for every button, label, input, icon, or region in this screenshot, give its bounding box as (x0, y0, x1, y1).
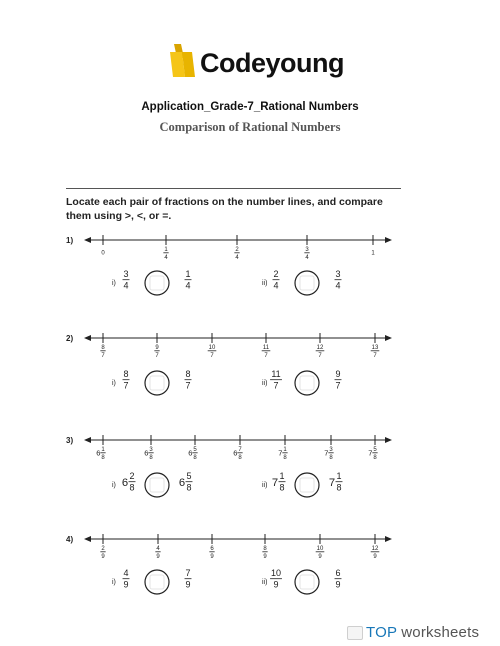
fraction-a-numerator: 2 (273, 269, 279, 279)
fraction-a-whole: 6 (121, 476, 129, 489)
pair-label: ii) (262, 482, 268, 489)
instructions: Locate each pair of fractions on the number lines, and compare them using >, <, or =. (66, 196, 383, 222)
tick-label-numerator: 8 (263, 546, 267, 552)
fraction-a-denominator: 9 (273, 579, 279, 590)
tick-label-denominator: 9 (210, 553, 214, 560)
tick-label-denominator: 7 (264, 352, 268, 359)
comparison-circle (145, 473, 169, 497)
tick-label-numerator: 5 (373, 447, 377, 453)
tick-label-denominator: 8 (283, 454, 287, 461)
tick-label-denominator: 4 (305, 254, 309, 261)
footer-top: TOP (366, 624, 397, 641)
brand-name: Codeyoung (200, 48, 344, 78)
fraction-a-denominator: 8 (279, 482, 285, 493)
tick-label-numerator: 5 (193, 447, 197, 453)
tick-label-denominator: 7 (373, 352, 377, 359)
pair-label: i) (112, 579, 116, 586)
tick-label-whole: 7 (324, 448, 329, 458)
fraction-a-numerator: 10 (270, 568, 282, 578)
arrow-left-icon (84, 536, 91, 542)
tick-label-denominator: 7 (210, 352, 214, 359)
tick-label-value: 1 (371, 250, 375, 257)
tick-label-denominator: 9 (156, 553, 160, 560)
fraction-b-whole: 7 (328, 476, 336, 489)
pair-label: i) (112, 380, 116, 387)
document-subtitle: Comparison of Rational Numbers (159, 120, 341, 134)
tick-label-whole: 6 (144, 448, 149, 458)
tick-label-numerator: 1 (101, 447, 105, 453)
tick-label-denominator: 8 (149, 454, 153, 461)
tick-label-whole: 7 (278, 448, 283, 458)
fraction-b-denominator: 8 (336, 482, 342, 493)
tick-label-denominator: 4 (164, 254, 168, 261)
fraction-a-denominator: 4 (273, 280, 279, 291)
tick-label-denominator: 8 (193, 454, 197, 461)
arrow-right-icon (385, 237, 392, 243)
tick-label-denominator: 9 (101, 553, 105, 560)
tick-label-denominator: 8 (373, 454, 377, 461)
pair-label: ii) (262, 380, 268, 387)
tick-label-denominator: 7 (155, 352, 159, 359)
comparison-circle (145, 371, 169, 395)
fraction-a-whole: 7 (271, 476, 279, 489)
tick-label-numerator: 10 (208, 345, 216, 351)
fraction-b-denominator: 9 (335, 579, 341, 590)
footer-icon (347, 626, 363, 640)
tick-label-numerator: 7 (238, 447, 242, 453)
tick-label-numerator: 10 (316, 546, 324, 552)
fraction-a-denominator: 4 (123, 280, 129, 291)
comparison-circle (295, 371, 319, 395)
pair-label: ii) (262, 280, 268, 287)
pair-label: i) (112, 280, 116, 287)
fraction-b-whole: 6 (178, 476, 186, 489)
fraction-b-numerator: 5 (186, 471, 192, 481)
tick-label-denominator: 9 (373, 553, 377, 560)
fraction-a-denominator: 8 (129, 482, 135, 493)
fraction-b-denominator: 7 (335, 380, 341, 391)
comparison-circle (295, 570, 319, 594)
comparison-circle (145, 570, 169, 594)
arrow-right-icon (385, 335, 392, 341)
tick-label-value: 0 (101, 250, 105, 257)
fraction-a-denominator: 7 (123, 380, 129, 391)
problem-number: 1) (66, 236, 74, 245)
fraction-b-numerator: 8 (185, 369, 191, 379)
fraction-a-numerator: 4 (123, 568, 129, 578)
tick-label-whole: 6 (233, 448, 238, 458)
fraction-b-numerator: 6 (335, 568, 341, 578)
tick-label-numerator: 8 (101, 345, 105, 351)
tick-label-numerator: 3 (305, 247, 309, 253)
comparison-circle (295, 473, 319, 497)
tick-label-numerator: 3 (329, 447, 333, 453)
problem-number: 2) (66, 334, 74, 343)
tick-label-numerator: 2 (235, 247, 239, 253)
tick-label-denominator: 9 (263, 553, 267, 560)
comparison-circle (145, 271, 169, 295)
pair-label: ii) (262, 579, 268, 586)
fraction-a-denominator: 9 (123, 579, 129, 590)
fraction-a-numerator: 3 (123, 269, 129, 279)
arrow-right-icon (385, 437, 392, 443)
tick-label-numerator: 12 (316, 345, 324, 351)
tick-label-denominator: 8 (101, 454, 105, 461)
tick-label-denominator: 7 (101, 352, 105, 359)
footer-rest: worksheets (396, 624, 480, 641)
fraction-a-numerator: 11 (271, 369, 281, 379)
tick-label-numerator: 4 (156, 546, 160, 552)
tick-label-numerator: 11 (262, 345, 270, 351)
fraction-b-numerator: 7 (185, 568, 191, 578)
arrow-left-icon (84, 437, 91, 443)
pair-label: i) (112, 482, 116, 489)
fraction-b-numerator: 3 (335, 269, 341, 279)
fraction-a-numerator: 8 (123, 369, 129, 379)
tick-label-numerator: 6 (210, 546, 214, 552)
fraction-b-denominator: 8 (186, 482, 192, 493)
tick-label-numerator: 1 (283, 447, 287, 453)
tick-label-numerator: 1 (164, 247, 168, 253)
tick-label-numerator: 9 (155, 345, 159, 351)
tick-label-numerator: 12 (371, 546, 379, 552)
tick-label-numerator: 13 (371, 345, 379, 351)
fraction-a-numerator: 1 (279, 471, 285, 481)
fraction-b-denominator: 9 (185, 579, 191, 590)
fraction-a-numerator: 2 (129, 471, 135, 481)
fraction-b-numerator: 1 (336, 471, 342, 481)
fraction-a-denominator: 7 (273, 380, 279, 391)
fraction-b-denominator: 7 (185, 380, 191, 391)
tick-label-numerator: 2 (101, 546, 105, 552)
tick-label-numerator: 3 (149, 447, 153, 453)
tick-label-denominator: 7 (318, 352, 322, 359)
fraction-b-denominator: 4 (185, 280, 191, 291)
tick-label-whole: 7 (368, 448, 373, 458)
tick-label-whole: 6 (188, 448, 193, 458)
document-title: Application_Grade-7_Rational Numbers (141, 101, 359, 113)
tick-label-denominator: 8 (238, 454, 242, 461)
problem-number: 3) (66, 436, 74, 445)
fraction-b-numerator: 9 (335, 369, 341, 379)
arrow-left-icon (84, 237, 91, 243)
fraction-b-denominator: 4 (335, 280, 341, 291)
tick-label-denominator: 9 (318, 553, 322, 560)
tick-label-denominator: 4 (235, 254, 239, 261)
fraction-b-numerator: 1 (185, 269, 191, 279)
tick-label-whole: 6 (96, 448, 101, 458)
comparison-circle (295, 271, 319, 295)
arrow-left-icon (84, 335, 91, 341)
problem-number: 4) (66, 535, 74, 544)
footer-brand (366, 624, 479, 641)
arrow-right-icon (385, 536, 392, 542)
tick-label-denominator: 8 (329, 454, 333, 461)
